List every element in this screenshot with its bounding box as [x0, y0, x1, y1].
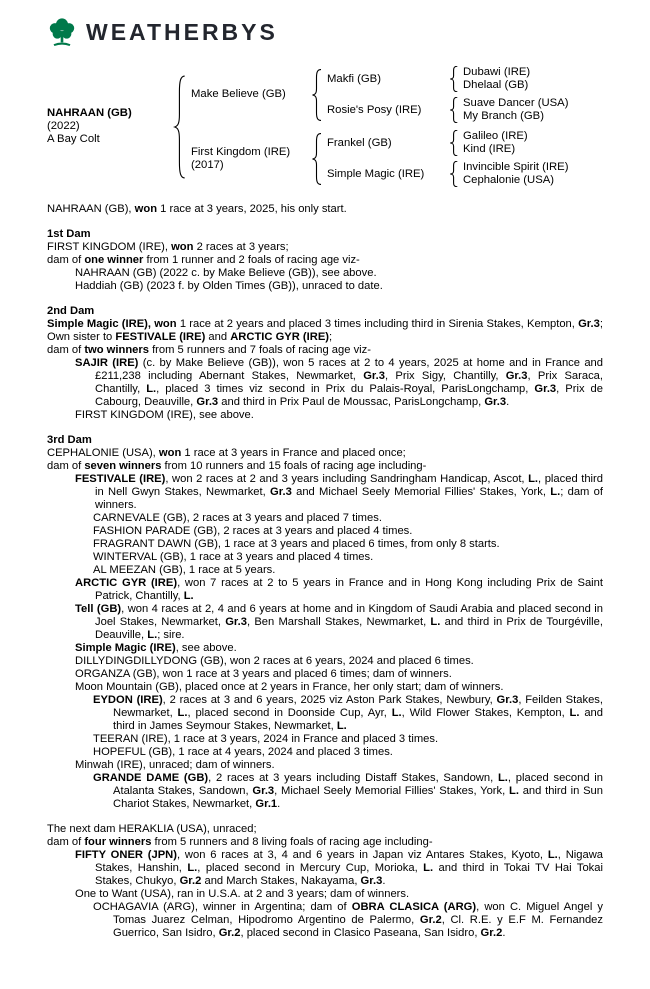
text-run: L.: [187, 862, 198, 874]
text-run: ARCTIC GYR (IRE): [230, 331, 330, 343]
text-run: L.: [146, 383, 157, 395]
text-run: .: [382, 875, 386, 887]
catalogue-paragraph: [47, 409, 603, 422]
text-run: FIRST KINGDOM (IRE), see above.: [75, 409, 254, 421]
text-run: Gr.3: [360, 875, 383, 887]
text-run: , won 6 races at 3, 4 and 6 years in Japan viz Antares Stakes, Kyoto,: [177, 849, 548, 861]
brace-icon: [449, 97, 459, 123]
text-run: L.: [147, 629, 158, 641]
text-run: , Nigawa Stakes, Hanshin,: [95, 849, 604, 874]
text-run: .: [506, 396, 510, 408]
text-run: , Cl. R.E. y E.F M. Fernandez Guerrico, San Isidro,: [113, 914, 603, 939]
dam-dam-branch: [327, 161, 568, 187]
text-run: 2nd Dam: [47, 305, 95, 317]
text-run: L.: [183, 590, 194, 602]
text-run: OBRA CLASICA (ARG): [351, 901, 477, 913]
text-run: Gr.2: [179, 875, 202, 887]
catalogue-paragraph: [47, 759, 603, 772]
text-run: , won C. Miguel Angel y Tomas Juarez Celman, Hipodromo Argentino de Palermo,: [113, 901, 603, 926]
text-run: .: [277, 798, 281, 810]
subject-year: (2022): [47, 120, 80, 132]
text-run: and March Stakes, Nakayama,: [201, 875, 361, 887]
text-run: L.: [508, 785, 519, 797]
text-run: ;: [329, 331, 333, 343]
text-run: 3rd Dam: [47, 434, 92, 446]
text-run: four winners: [84, 836, 152, 848]
text-run: two winners: [84, 344, 149, 356]
text-run: Gr.2: [480, 927, 503, 939]
ancestor-name: My Branch (GB): [463, 110, 544, 122]
text-run: , see above.: [175, 642, 237, 654]
text-run: Minwah (IRE), unraced; dam of winners.: [75, 759, 275, 771]
text-run: ORGANZA (GB), won 1 race at 3 years and placed 6 times; dam of winners.: [75, 668, 452, 680]
subject-colour-sex: A Bay Colt: [47, 133, 100, 145]
text-run: FESTIVALE (IRE): [75, 473, 166, 485]
text-run: ; dam of winners.: [95, 486, 604, 511]
text-run: 1st Dam: [47, 228, 91, 240]
text-run: , won 2 races at 2 and 3 years including Sandringham Handicap, Ascot,: [165, 473, 529, 485]
dam-sire-name: Frankel (GB): [327, 136, 392, 149]
text-run: FIFTY ONER (JPN): [75, 849, 177, 861]
text-run: , placed second in Doonside Cup, Ayr,: [187, 707, 392, 719]
text-run: , placed second in Clasico Paseana, San Isidro,: [240, 927, 481, 939]
text-run: CARNEVALE (GB), 2 races at 3 years and placed 7 times.: [93, 512, 382, 524]
sire-sire-branch: [327, 66, 568, 92]
text-run: Gr.3: [196, 396, 219, 408]
text-run: GRANDE DAME (GB): [93, 772, 209, 784]
brace-icon: [449, 130, 459, 156]
sire-sire-name: Makfi (GB): [327, 72, 381, 85]
text-run: and Michael Seely Memorial Fillies' Stakes, York,: [291, 486, 551, 498]
catalogue-paragraph: [47, 603, 603, 642]
text-run: Gr.1: [255, 798, 278, 810]
text-run: , Prix Saraca, Chantilly,: [95, 370, 603, 395]
text-run: won: [158, 447, 182, 459]
ancestor-name: Invincible Spirit (IRE): [463, 161, 569, 173]
text-run: Gr.3: [578, 318, 600, 330]
text-run: , won 4 races at 2, 4 and 6 years at home and in Kingdom of Saudi Arabia and placed second in Joel Stakes, Newmarket,: [95, 603, 603, 628]
catalogue-paragraph: [47, 901, 603, 940]
catalogue-paragraph: [47, 473, 603, 512]
catalogue-paragraph: [47, 655, 603, 668]
sire-branch: [191, 66, 568, 123]
text-run: from 1 runner and 2 foals of racing age viz-: [143, 254, 360, 266]
brace-icon: [449, 161, 459, 187]
text-run: , Prix de Cabourg, Deauville,: [95, 383, 603, 408]
subject-name: NAHRAAN (GB): [47, 107, 132, 119]
dam-dam-name: Simple Magic (IRE): [327, 167, 425, 180]
text-run: L.: [423, 862, 434, 874]
text-run: ; Own sister to: [47, 318, 603, 343]
text-run: from 5 runners and 8 living foals of racing age including-: [151, 836, 433, 848]
ancestor-name: Galileo (IRE): [463, 130, 528, 142]
text-run: Haddiah (GB) (2023 f. by Olden Times (GB)), unraced to date.: [75, 280, 383, 292]
section-heading: [47, 228, 603, 241]
text-run: (c. by Make Believe (GB)), won 5 races at 2 to 4 years, 2025 at home and in France and £211,238 including Abernant Stakes, Newmarket,: [95, 357, 604, 382]
text-run: ARCTIC GYR (IRE): [75, 577, 178, 589]
catalogue-paragraph: [47, 203, 603, 216]
text-run: AL MEEZAN (GB), 1 race at 5 years.: [93, 564, 276, 576]
catalogue-paragraph: [47, 241, 603, 254]
text-run: L.: [336, 720, 347, 732]
catalogue-paragraph: [47, 318, 603, 344]
brace-icon: [173, 75, 187, 179]
text-run: L.: [177, 707, 188, 719]
text-run: L.: [550, 486, 561, 498]
catalogue-paragraph: [47, 254, 603, 267]
text-run: Moon Mountain (GB), placed once at 2 years in France, her only start; dam of winners.: [75, 681, 504, 693]
ancestor-name: Kind (IRE): [463, 143, 516, 155]
text-run: and third in Tokai TV Hai Tokai Stakes, Chukyo,: [95, 862, 603, 887]
text-run: , 2 races at 3 years including Distaff Stakes, Sandown,: [208, 772, 498, 784]
text-run: 1 race at 3 years in France and placed once;: [181, 447, 406, 459]
catalogue-paragraph: [47, 267, 603, 280]
text-run: FASHION PARADE (GB), 2 races at 3 years and placed 4 times.: [93, 525, 413, 537]
catalogue-paragraph: [47, 849, 603, 888]
catalogue-paragraph: [47, 668, 603, 681]
text-run: EYDON (IRE): [93, 694, 163, 706]
pedigree-chart: [47, 66, 603, 187]
text-run: Gr.2: [218, 927, 241, 939]
text-run: , placed third in Nell Gwyn Stakes, Newmarket,: [95, 473, 603, 498]
text-run: Gr.3: [484, 396, 507, 408]
weatherbys-tree-logo-icon: [47, 16, 77, 48]
catalogue-paragraph: [47, 538, 603, 551]
text-run: .: [502, 927, 506, 939]
brace-icon: [311, 69, 323, 121]
catalogue-paragraph: [47, 772, 603, 811]
text-run: seven winners: [84, 460, 162, 472]
text-run: TEERAN (IRE), 1 race at 3 years, 2024 in France and placed 3 times.: [93, 733, 439, 745]
dam-branch: [191, 130, 568, 187]
catalogue-paragraph: [47, 344, 603, 357]
catalogue-paragraph: [47, 512, 603, 525]
text-run: , Feilden Stakes, Newmarket,: [113, 694, 603, 719]
text-run: and third in James Seymour Stakes, Newmarket,: [113, 707, 604, 732]
text-run: Simple Magic (IRE), won: [47, 318, 177, 330]
text-run: Gr.2: [419, 914, 442, 926]
catalogue-paragraph: [47, 694, 603, 733]
catalogue-paragraph: [47, 746, 603, 759]
text-run: won: [171, 241, 194, 253]
text-run: from 5 runners and 7 foals of racing age viz-: [148, 344, 371, 356]
brace-icon: [449, 66, 459, 92]
text-run: DILLYDINGDILLYDONG (GB), won 2 races at 6 years, 2024 and placed 6 times.: [75, 655, 474, 667]
text-run: SAJIR (IRE): [75, 357, 139, 369]
text-run: dam of: [47, 836, 85, 848]
catalogue-paragraph: [47, 551, 603, 564]
sire-name: Make Believe (GB): [191, 88, 286, 100]
catalogue-paragraph: [47, 564, 603, 577]
text-run: 1 race at 2 years and placed 3 times including third in Sirenia Stakes, Kempton,: [176, 318, 579, 330]
catalogue-paragraph: [47, 823, 603, 836]
text-run: CEPHALONIE (USA),: [47, 447, 159, 459]
text-run: Gr.3: [496, 694, 519, 706]
catalogue-paragraph: [47, 525, 603, 538]
ancestor-name: Dubawi (IRE): [463, 66, 531, 78]
sire-dam-name: Rosie's Posy (IRE): [327, 103, 422, 116]
text-run: , won 7 races at 2 to 5 years in France and in Hong Kong including Prix de Saint Patrick, Chantilly,: [95, 577, 603, 602]
brace-icon: [311, 133, 323, 185]
dam-name-text: First Kingdom (IRE): [191, 145, 291, 158]
text-run: Gr.3: [252, 785, 275, 797]
text-run: L.: [391, 707, 402, 719]
catalogue-paragraph: [47, 733, 603, 746]
text-run: Gr.3: [225, 616, 247, 628]
catalogue-paragraph: [47, 447, 603, 460]
text-run: one winner: [84, 254, 144, 266]
text-run: Gr.3: [270, 486, 292, 498]
text-run: The next dam HERAKLIA (USA), unraced;: [47, 823, 257, 835]
catalogue-paragraph: [47, 577, 603, 603]
catalogue-paragraph: [47, 681, 603, 694]
dam-sire-branch: [327, 130, 568, 156]
text-run: FESTIVALE (IRE): [115, 331, 206, 343]
text-run: WINTERVAL (GB), 1 race at 3 years and placed 4 times.: [93, 551, 374, 563]
text-run: from 10 runners and 15 foals of racing age including-: [161, 460, 427, 472]
pedigree-text: [47, 203, 603, 940]
text-run: L.: [528, 473, 539, 485]
catalogue-paragraph: [47, 642, 603, 655]
text-run: , Michael Seely Memorial Fillies' Stakes, York,: [274, 785, 509, 797]
text-run: ; sire.: [157, 629, 185, 641]
text-run: FIRST KINGDOM (IRE),: [47, 241, 172, 253]
ancestor-name: Suave Dancer (USA): [463, 97, 569, 109]
section-heading: [47, 305, 603, 318]
text-run: One to Want (USA), ran in U.S.A. at 2 and 3 years; dam of winners.: [75, 888, 410, 900]
sire-dam-branch: [327, 97, 568, 123]
text-run: and: [205, 331, 231, 343]
text-run: , placed second in Mercury Cup, Morioka,: [197, 862, 424, 874]
text-run: Gr.3: [534, 383, 557, 395]
text-run: NAHRAAN (GB) (2022 c. by Make Believe (GB)), see above.: [75, 267, 377, 279]
dam-year: (2017): [191, 158, 224, 171]
text-run: 2 races at 3 years;: [193, 241, 289, 253]
ancestor-name: Cephalonie (USA): [463, 174, 555, 186]
text-run: Simple Magic (IRE): [75, 642, 176, 654]
text-run: 1 race at 3 years, 2025, his only start.: [157, 203, 347, 215]
text-run: L.: [430, 616, 441, 628]
text-run: L.: [547, 849, 558, 861]
text-run: FRAGRANT DAWN (GB), 1 race at 3 years and placed 6 times, from only 8 starts.: [93, 538, 500, 550]
catalogue-paragraph: [47, 280, 603, 293]
text-run: and third in Prix Paul de Moussac, ParisLongchamp,: [218, 396, 485, 408]
text-run: and third in Prix de Tourgéville, Deauville,: [95, 616, 603, 641]
text-run: , Wild Flower Stakes, Kempton,: [401, 707, 570, 719]
text-run: OCHAGAVIA (ARG), winner in Argentina; dam of: [93, 901, 352, 913]
header: [47, 16, 603, 48]
text-run: , placed second in Atalanta Stakes, Sandown,: [113, 772, 604, 797]
catalogue-paragraph: [47, 460, 603, 473]
text-run: dam of: [47, 254, 85, 266]
text-run: dam of: [47, 460, 85, 472]
text-run: HOPEFUL (GB), 1 race at 4 years, 2024 and placed 3 times.: [93, 746, 393, 758]
text-run: , Ben Marshall Stakes, Newmarket,: [246, 616, 431, 628]
catalogue-paragraph: [47, 888, 603, 901]
catalogue-paragraph: [47, 357, 603, 409]
text-run: Tell (GB): [75, 603, 122, 615]
dam-name: [191, 146, 311, 172]
text-run: L.: [497, 772, 508, 784]
text-run: Gr.3: [363, 370, 385, 382]
brand-wordmark: WEATHERBYS: [86, 18, 278, 45]
text-run: , Prix Sigy, Chantilly,: [384, 370, 506, 382]
text-run: and third in Sun Chariot Stakes, Newmarket,: [113, 785, 603, 810]
ancestor-name: Dhelaal (GB): [463, 79, 529, 91]
catalogue-paragraph: [47, 836, 603, 849]
text-run: L.: [569, 707, 580, 719]
text-run: NAHRAAN (GB),: [47, 203, 135, 215]
text-run: Gr.3: [505, 370, 528, 382]
text-run: , placed 3 times viz second in Prix du Palais-Royal, ParisLongchamp,: [156, 383, 535, 395]
pedigree-subject: [47, 107, 173, 146]
text-run: won: [134, 203, 158, 215]
text-run: dam of: [47, 344, 85, 356]
section-heading: [47, 434, 603, 447]
text-run: , 2 races at 3 and 6 years, 2025 viz Aston Park Stakes, Newbury,: [162, 694, 497, 706]
